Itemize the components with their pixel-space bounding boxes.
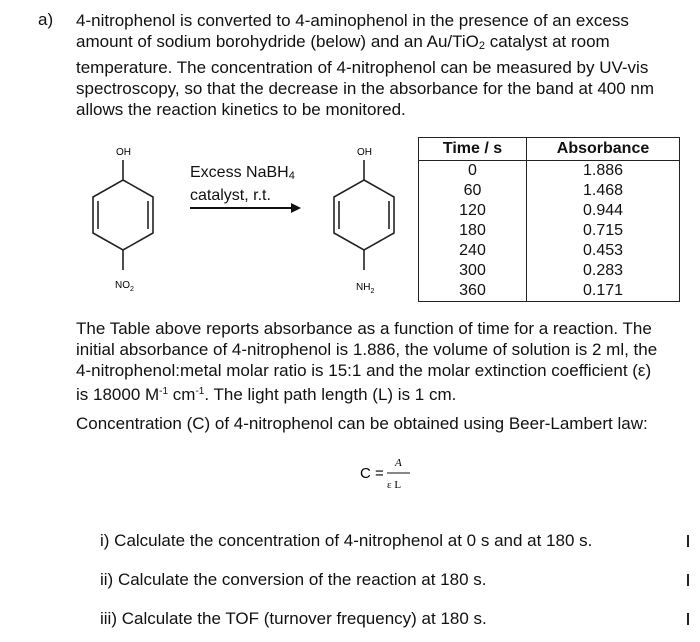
intro-line: amount of sodium borohydride (below) and an Au/TiO$_2$ catalyst at room: [76, 32, 610, 52]
intro-line: allows the reaction kinetics to be monitored.: [76, 100, 406, 119]
description-line: The Table above reports absorbance as a function of time for a reaction. The: [76, 319, 652, 338]
formula-lhs: C =: [360, 465, 384, 482]
absorbance-table: [418, 137, 680, 302]
formula-denominator: ε L: [387, 479, 402, 491]
table-row: [419, 261, 680, 281]
intro-line: 4-nitrophenol is converted to 4-aminophenol in the presence of an excess: [76, 11, 629, 30]
formula-numerator: A: [395, 457, 402, 469]
time-cell: 240: [419, 241, 527, 261]
time-cell: 360: [419, 281, 527, 302]
beer-lambert-formula: [360, 450, 440, 498]
absorbance-cell: 0.283: [527, 261, 680, 281]
header-absorbance: Absorbance: [527, 138, 680, 161]
time-cell: 60: [419, 181, 527, 201]
reagent-line: Excess NaBH$_4$: [190, 164, 295, 182]
reaction-conditions: [190, 163, 295, 206]
reactant-oh-label: OH: [116, 147, 131, 158]
reagent-line: catalyst, r.t.: [190, 187, 271, 204]
description-line: is 18000 $M^{-1}$ $cm^{-1}$. The light path length (L) is 1 cm.: [76, 385, 457, 404]
header-time: Time / s: [419, 138, 527, 161]
intro-line: temperature. The concentration of 4-nitrophenol can be measured by UV-vis: [76, 58, 649, 77]
edge-mark: [687, 535, 689, 547]
edge-mark: [687, 574, 689, 586]
edge-mark: [687, 613, 689, 625]
table-row: [419, 161, 680, 182]
reactant-structure: [93, 160, 153, 270]
absorbance-cell: 1.468: [527, 181, 680, 201]
description-line: 4-nitrophenol:metal molar ratio is 15:1 and the molar extinction coefficient (ε): [76, 361, 652, 380]
table-description: [76, 318, 691, 405]
table-row: [419, 201, 680, 221]
table-row: [419, 181, 680, 201]
time-cell: 0: [419, 161, 527, 182]
table-row: [419, 221, 680, 241]
absorbance-cell: 0.171: [527, 281, 680, 302]
reactant-no2-label: $NO_2$: [115, 280, 134, 293]
table-row: [419, 281, 680, 302]
product-oh-label: OH: [357, 147, 372, 158]
beer-lambert-text: Concentration (C) of 4-nitrophenol can be obtained using Beer-Lambert law:: [76, 414, 648, 433]
subquestion-iii: iii) Calculate the TOF (turnover frequency) at 180 s.: [100, 609, 487, 628]
subquestion-ii: ii) Calculate the conversion of the reaction at 180 s.: [100, 570, 487, 589]
time-cell: 120: [419, 201, 527, 221]
subquestion-i: i) Calculate the concentration of 4-nitrophenol at 0 s and at 180 s.: [100, 531, 593, 550]
product-nh2-label: $NH_2$: [356, 282, 375, 295]
table-row: [419, 241, 680, 261]
description-line: initial absorbance of 4-nitrophenol is 1.886, the volume of solution is 2 ml, the: [76, 340, 658, 359]
question-label: a): [38, 10, 54, 29]
table-header-row: [419, 138, 680, 161]
absorbance-cell: 0.944: [527, 201, 680, 221]
absorbance-cell: 1.886: [527, 161, 680, 182]
time-cell: 180: [419, 221, 527, 241]
absorbance-cell: 0.453: [527, 241, 680, 261]
intro-line: spectroscopy, so that the decrease in the absorbance for the band at 400 nm: [76, 79, 655, 98]
time-cell: 300: [419, 261, 527, 281]
absorbance-cell: 0.715: [527, 221, 680, 241]
product-structure: [334, 160, 394, 270]
